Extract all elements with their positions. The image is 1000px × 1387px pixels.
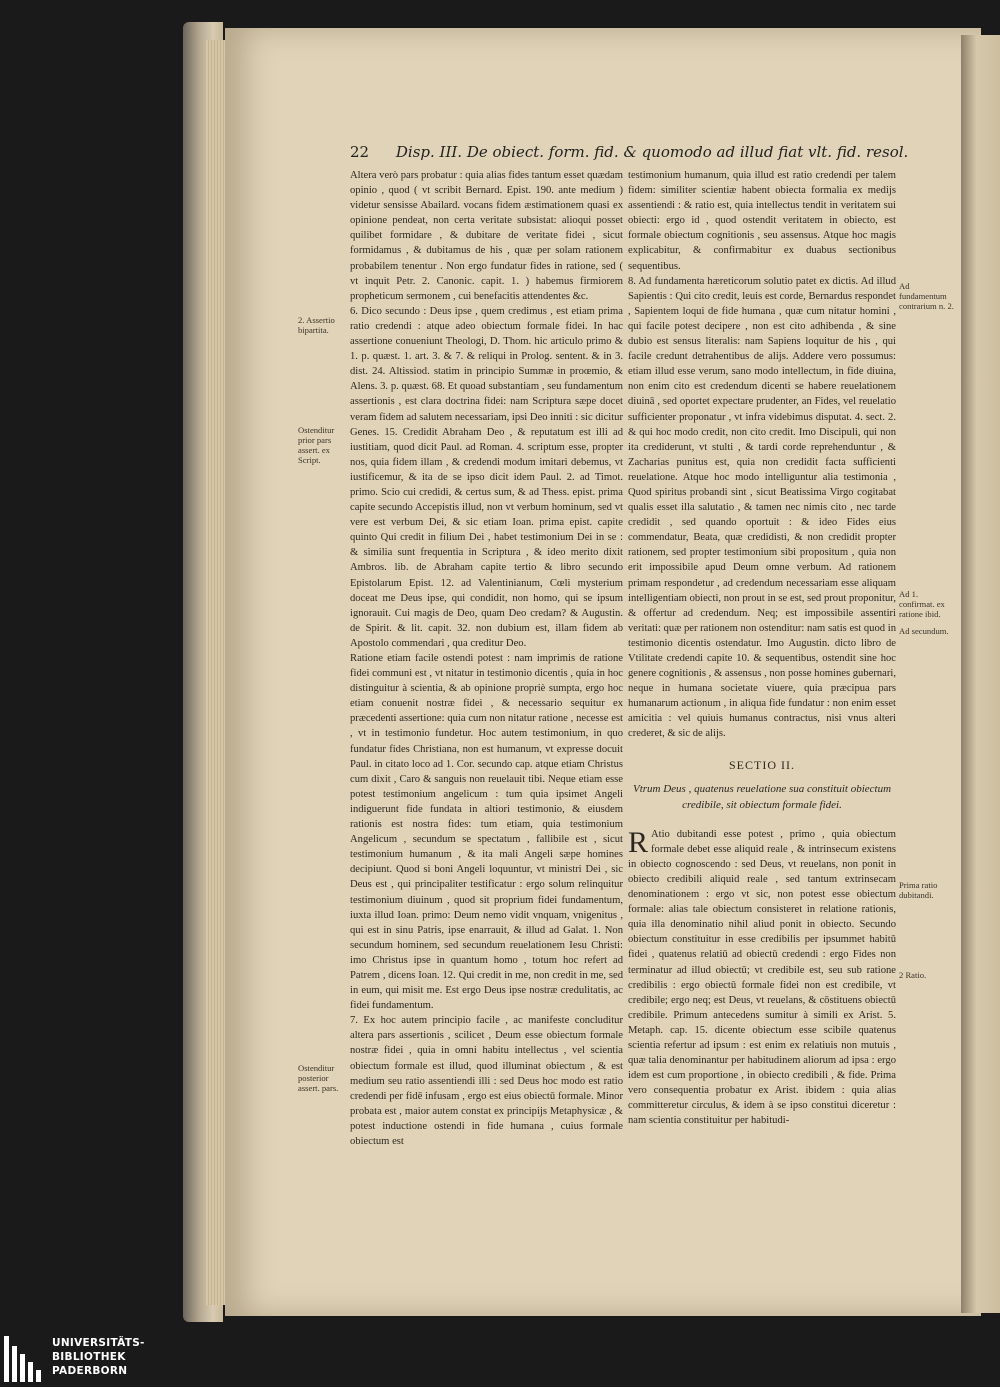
library-name xyxy=(52,1336,145,1378)
left-column xyxy=(350,168,623,1149)
library-line: BIBLIOTHEK xyxy=(52,1351,126,1363)
paragraph: 8. Ad fundamenta hæreticorum solutio patet ex dictis. Ad illud Sapientis : Qui cito credit, leuis est corde, Bernardus respondet , Sapientem loqui de fide humana , quæ cum nitatur homini , qui facile potest decipere , non est cito adhibenda , & sine dubio est sensus literalis: nam Sapiens loquitur de his , qui facile credunt detrahentibus de alijs. Addere vero possumus: etiam illud esse verum, sano modo intellectum, in fide diuina, non enim cito est credendum dicenti se habere reuelationem diuinā , sed oportet expectare prudenter, an Fides, vel reuelatio sufficienter proponatur , vt infra videbimus disputat. 4. sect. 2. & qui hoc modo credit, non cito credit. Imo Discipuli, qui non ita crediderunt, vt stulti , & tardi corde reprehenduntur , & Zacharias punitus est, quia non credidit facta sufficienti reuelatione. Atque hoc modo intelliguntur alia testimonia , Quod spiritus probandi sint , sicut Beatissima Virgo cogitabat qualis esset illa salutatio , & tamen nec nimis cito , nec tarde credidit , sed quando oportuit : & ideo Fides eius commendatur, Beata, quæ credidisti, & non credidit propter rationem, sed propter testimonium sibi propositum , quia non erit impossibile apud Deum omne verbum. Ad rationem primam respondetur , ad credendum necessariam esse aliquam intelligentiam obiecti, non prout in se est, sed prout proponitur, & offertur ad credendum. Neq; est impossibile assentiri veritati: quæ per rationem non ostenditur: nam satis est quod in testimonio dicentis ostendatur. Imo Augustin. dicto libro de Vtilitate credendi capite 10. & sequentibus, ostendit sine hoc genere cognitionis , & assensus , non posse homines gubernari, neque in humana societate viuere, quia præcipua pars humanarum actionum , in aliqua fide fundatur : non enim esset amicitia : vel quiuis humanus contractus, nisi vnus alteri crederet, & sic de alijs. xyxy=(628,275,896,740)
margin-note: Ostenditur prior pars assert. ex Script. xyxy=(298,425,335,465)
section-text: Atio dubitandi esse potest , primo , quia obiectum formale debet esse aliquid reale , & intrinsecum existens in obiecto cognoscendo : sed Deus, vt reuelans, non ponit in obiecto credibili aliquid reale , sed tantum extrinsecam denominationem : ergo vt sic, non potest esse obiectum formale: alias tale obiectum consisteret in relatione rationis, quia illa denominatio nihil aliud ponit in obiecto. Secundo obiectum constituitur in esse credibilis per ipsummet habitū fidei , quatenus relatiū ad obiectū credendi : ergo Fides non terminatur ad illud obiectū; vt credibile est, seu sub ratione credibilis : ergo obiectū formale fidei non est credibile, vt credibile; ergo neq; est Deus, vt reuelans, & cōstituens obiectū credibile. Primum antecedens sumitur à simili ex Arist. 5. Metaph. cap. 15. dicente obiectum esse scibile quatenus scientia refertur ad ipsum : est enim ex relatiuis non mutuis , quæ talia denominantur per habitudinem aliorum ad ipsa : ergo idem est cum proportione , in obiecto credibili , & fide. Prima vero consequentia probatur ex Arist. ibidem : quia alias committeretur circulus, & idem à se ipso constitui diceretur : nam scientia constituitur per habitudi- xyxy=(628,828,896,1127)
margin-note: 2. Assertio bipartita. xyxy=(298,315,335,335)
section-paragraph xyxy=(628,827,896,1129)
running-title: Disp. III. De obiect. form. fid. & quomodo ad illud fiat vlt. fid. resol. xyxy=(395,143,909,161)
margin-note: Ad fundamentum contrarium n. 2. xyxy=(899,281,954,311)
library-line: UNIVERSITÄTS- xyxy=(52,1337,145,1349)
section-subtitle: Vtrum Deus , quatenus reuelatione sua constituit obiectum credibile, sit obiectum formale fidei. xyxy=(632,782,892,811)
margin-note: Ostenditur posterior assert. pars. xyxy=(298,1063,339,1093)
margin-note: 2 Ratio. xyxy=(899,970,927,980)
drop-cap: R xyxy=(628,825,649,859)
right-column xyxy=(628,168,896,1129)
margin-note: Ad 1. confirmat. ex ratione ibid. xyxy=(899,589,945,619)
paragraph: 6. Dico secundo : Deus ipse , quem credimus , est etiam prima ratio credendi : atque adeo obiectum formale fidei. In hac assertione conueniunt Theologi, D. Thom. hic articulo primo & 1. p. quæst. 1. art. 3. & 7. & reliqui in Prolog. sentent. & in 3. dist. 24. Altissiod. statim in principio Summæ in proœmio, & Alens. 3. p. quæst. 68. Et quoad substantiam , seu fundamentum assertionis , est clara doctrina fidei: nam Scriptura sæpe docet veram fidem ad salutem necessariam, ipsi Deo inniti : sic dicitur Genes. 15. Credidit Abraham Deo , & reputatum est illi ad iustitiam, quod dicit Paul. ad Roman. 4. scriptum esse, propter nos, quia fidem illam , & credendi modum imitari debemus, vt iustificemur, & ita de se ipso dicit idem Paul. 2. ad Timot. primo. Scio cui credidi, & certus sum, & ad Thess. epist. prima capite secundo Accepistis illud, non vt verbum hominum, sed vt vere est verbum Dei, & sic etiam Ioan. prima epist. capite quinto Qui credit in filium Dei , habet testimonium Dei in se : & similia sunt frequentia in Scriptura , & ideo merito dixit Ambros. lib. de Abraham capite tertio & libro secundo Epistolarum Epist. 12. ad Valentinianum, Cœli mysterium doceat me Deus ipse, qui condidit, non homo, qui se ipsum ignorauit. Cui magis de Deo, quam Deo credam? & Augustin. de Spirit. & lit. capit. 32. non dubium est, illam fidem ab Apostolo commendari , qua creditur Deo. xyxy=(350,305,623,649)
library-logo-icon xyxy=(4,1336,42,1382)
margin-note: Ad secundum. xyxy=(899,626,949,636)
paragraph: Altera verò pars probatur : quia alias fides tantum esset quædam opinio , quod ( vt scribit Bernard. Epist. 190. ante medium ) videtur sensisse Abailard. vocans fidem æstimationem quasi ex opinione pendeat, non certa veritate subsistat: alioqui posset quilibet formidare , & dubitare de veritate fidei , sicut formidamus , & dubitamus de his , quæ per solam rationem probabilem tenentur . Non ergo fundatur fides in ratione, sed ( vt inquit Petr. 2. Canonic. capit. 1. ) habemus firmiorem propheticum sermonem , cui benefacitis attendentes &c. xyxy=(350,170,623,302)
section-title: SECTIO II. xyxy=(729,757,795,772)
paragraph: 7. Ex hoc autem principio facile , ac manifeste concluditur altera pars assertionis , scilicet , Deum esse obiectum formale nostræ fidei , quia in omni habitu intellectus , vel scientia obiectum formale est illud, quod illuminat obiectum , & est medium seu ratio assentiendi illi : sed Deus hoc modo est ratio credendi per fidē infusam , ergo est eius obiectū formale. Minor probata est , maior autem constat ex principijs Metaphysicæ , & potest inductione ostendi in fide humana , cuius formale obiectum est xyxy=(350,1015,623,1147)
paragraph: testimonium humanum, quia illud est ratio credendi per talem fidem: similiter scientiæ habent obiecta formalia ex medijs assentiendi : & ratio est, quia intellectus tendit in veritatem sui obiecti: ergo id , quod ostendit veritatem in obiecto, est formale obiectum cognitionis , seu assensus. Atque hoc magis explicabitur, & confirmabitur ex duabus sectionibus sequentibus. xyxy=(628,170,896,272)
page-number: 22 xyxy=(350,143,370,161)
running-header xyxy=(350,143,909,169)
library-line: PADERBORN xyxy=(52,1365,128,1377)
library-logo xyxy=(4,1336,144,1384)
facing-page-edge xyxy=(961,35,1000,1313)
paragraph: Ratione etiam facile ostendi potest : nam imprimis de ratione fidei communi est , vt nitatur in testimonio dicentis , quia in hoc distinguitur à scientia, & ab opinione propriè sumpta, ergo hoc etiam conuenit nostræ fidei , & necessario sequitur ex præcedenti assertione: quia cum non nitatur ratione , necesse est , vt in testimonio fundetur. Hoc autem testimonium, in quo fundatur fides Christiana, non est humanum, vt expresse docuit Paul. in citato loco ad 1. Cor. secundo cap. atque etiam Christus cum dixit , Caro & sanguis non reuelauit tibi. Neque etiam esse potest testimonium angelicum : tum quia ipsimet Angeli indiguerunt fide fundata in altiori testimonio, & eiusdem rationis est nostra fides: tum etiam, quia testimonium Angelicum , secundum se spectatum , fallibile est , sicut testimonium humanum , & ita mali Angeli sæpe homines decipiunt. Quod si boni Angeli loquuntur, vt ministri Dei , sic Deus est , qui principaliter testificatur : ergo solum relinquitur testimonium diuinum , quod sit proprium fidei fundamentum, iuxta illud Ioan. primo: Deum nemo vidit vnquam, vnigenitus , qui est in sinu Patris, ipse enarrauit, & illud ad Galat. 1. Non secundum hominem, sed secundum reuelationem Iesu Christi: imo Christus ipse in quantum homo , totum hoc refert ad Patrem , dicens Ioan. 12. Qui credit in me, non credit in me, sed in eum, qui misit me. Est ergo Deus ipse nostræ credulitatis, ac fidei fundamentum. xyxy=(350,653,623,1012)
margin-note: Prima ratio dubitandi. xyxy=(899,880,938,900)
